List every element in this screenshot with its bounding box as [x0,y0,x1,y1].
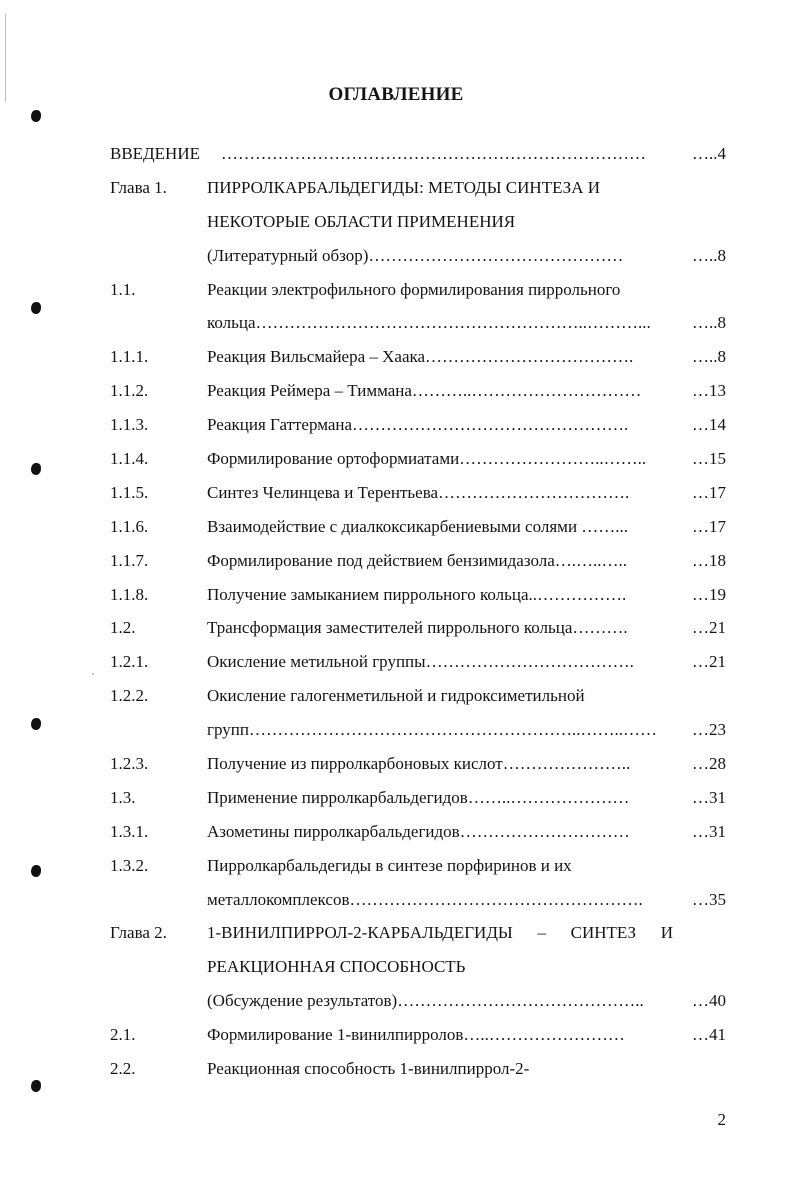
toc-number: 1.1.2. [110,381,149,401]
toc-number: 1.1. [110,279,136,299]
toc-page: …..8 [692,245,726,265]
toc-text: Трансформация заместителей пиррольного кольца………. [207,618,628,638]
toc-line [0,476,792,510]
toc-line [0,273,792,307]
toc-page: …13 [692,381,726,401]
toc-line [0,544,792,578]
toc-number: 1.1.3. [110,415,149,435]
toc-page: …28 [692,754,726,774]
toc-line [0,747,792,781]
toc-number: 1.3.2. [110,855,149,875]
toc-page: …..8 [692,313,726,333]
toc-line [0,205,792,239]
toc-line [0,950,792,984]
toc-number: 1.1.8. [110,584,149,604]
page-title: ОГЛАВЛЕНИЕ [328,84,464,105]
toc-number: 1.1.7. [110,550,149,570]
toc-page: …21 [692,618,726,638]
table-of-contents [0,137,792,1086]
toc-number: 1.1.6. [110,516,149,536]
toc-text: Применение пирролкарбальдегидов……..………………… [207,787,630,807]
toc-page: …31 [692,787,726,807]
toc-text: Азометины пирролкарбальдегидов………………………… [207,821,630,841]
toc-line [0,781,792,815]
toc-line [0,984,792,1018]
toc-line [0,137,792,171]
toc-text: (Обсуждение результатов)…………………………………….. [207,991,644,1011]
toc-text: (Литературный обзор)……………………………………… [207,245,624,265]
toc-number: 1.1.5. [110,482,149,502]
toc-number: 1.1.4. [110,449,149,469]
toc-line [0,374,792,408]
toc-page: …35 [692,889,726,909]
toc-text: Пирролкарбальдегиды в синтезе порфиринов и их [207,855,572,875]
toc-number: 1.2. [110,618,136,638]
toc-text: Формилирование под действием бензимидазола….…..….. [207,550,628,570]
toc-page: …14 [692,415,726,435]
toc-line [0,239,792,273]
toc-number: 1.1.1. [110,347,149,367]
toc-page: …15 [692,449,726,469]
toc-number: 1.2.1. [110,652,149,672]
toc-text: Реакция Вильсмайера – Хаака………………………………. [207,347,634,367]
toc-line [0,916,792,950]
toc-line [0,815,792,849]
toc-number: 2.2. [110,1059,136,1079]
toc-page: …..8 [692,347,726,367]
toc-line [0,1018,792,1052]
toc-page: …..4 [692,144,726,163]
toc-page: …17 [692,482,726,502]
toc-line [0,713,792,747]
toc-number: 1.3.1. [110,821,149,841]
toc-text: кольца…………………………………………………..………... [207,313,651,333]
toc-line [0,645,792,679]
toc-text: Окисление галогенметильной и гидроксиметильной [207,686,585,706]
toc-number: Глава 1. [110,177,167,197]
toc-page: …19 [692,584,726,604]
toc-text: Получение замыканием пиррольного кольца..……………. [207,584,627,604]
toc-number: 2.1. [110,1025,136,1045]
toc-line [0,408,792,442]
toc-page: …40 [692,991,726,1011]
toc-text: Окисление метильной группы………………………………. [207,652,634,672]
toc-text: Формилирование 1-винилпирролов…..…………………… [207,1025,625,1045]
toc-page: …18 [692,550,726,570]
toc-line [0,442,792,476]
toc-number: ВВЕДЕНИЕ [110,144,200,163]
binding-hole-mark [31,110,41,122]
toc-line [0,1052,792,1086]
toc-text: Получение из пирролкарбоновых кислот………………….. [207,754,631,774]
toc-line [0,679,792,713]
toc-line [0,171,792,205]
toc-page: …23 [692,720,726,740]
toc-page: …21 [692,652,726,672]
toc-text: групп…………………………………………………..……..…… [207,720,657,740]
toc-line [0,611,792,645]
toc-text: металлокомплексов……………………………………………. [207,889,643,909]
toc-text: ПИРРОЛКАРБАЛЬДЕГИДЫ: МЕТОДЫ СИНТЕЗА И [207,177,600,197]
toc-page: …17 [692,516,726,536]
toc-text: Реакция Реймера – Тиммана………..………………………… [207,381,642,401]
toc-text: Синтез Челинцева и Терентьева……………………………. [207,482,630,502]
toc-text: Взаимодействие с диалкоксикарбениевыми солями ……... [207,516,629,536]
toc-number: Глава 2. [110,923,167,943]
toc-text: Реакционная способность 1-винилпиррол-2- [207,1059,530,1079]
toc-text: Реакции электрофильного формилирования пиррольного [207,279,621,299]
toc-text: Реакция Гаттермана…………………………………………. [207,415,629,435]
toc-line [0,849,792,883]
toc-page: …41 [692,1025,726,1045]
toc-text: НЕКОТОРЫЕ ОБЛАСТИ ПРИМЕНЕНИЯ [207,211,516,231]
toc-number: 1.2.2. [110,686,149,706]
page-number: 2 [717,1110,726,1129]
toc-text: 1-ВИНИЛПИРРОЛ-2-КАРБАЛЬДЕГИДЫ – СИНТЕЗ И [207,923,673,943]
toc-line [0,578,792,612]
toc-number: 1.2.3. [110,754,149,774]
toc-number: 1.3. [110,787,136,807]
toc-line [0,340,792,374]
toc-text: ………………………………………………………………… [221,144,646,163]
toc-text: Формилирование ортоформиатами……………………..…….. [207,449,647,469]
toc-page: …31 [692,821,726,841]
toc-text: РЕАКЦИОННАЯ СПОСОБНОСТЬ [207,957,466,977]
toc-line [0,306,792,340]
toc-line [0,883,792,917]
toc-line [0,510,792,544]
